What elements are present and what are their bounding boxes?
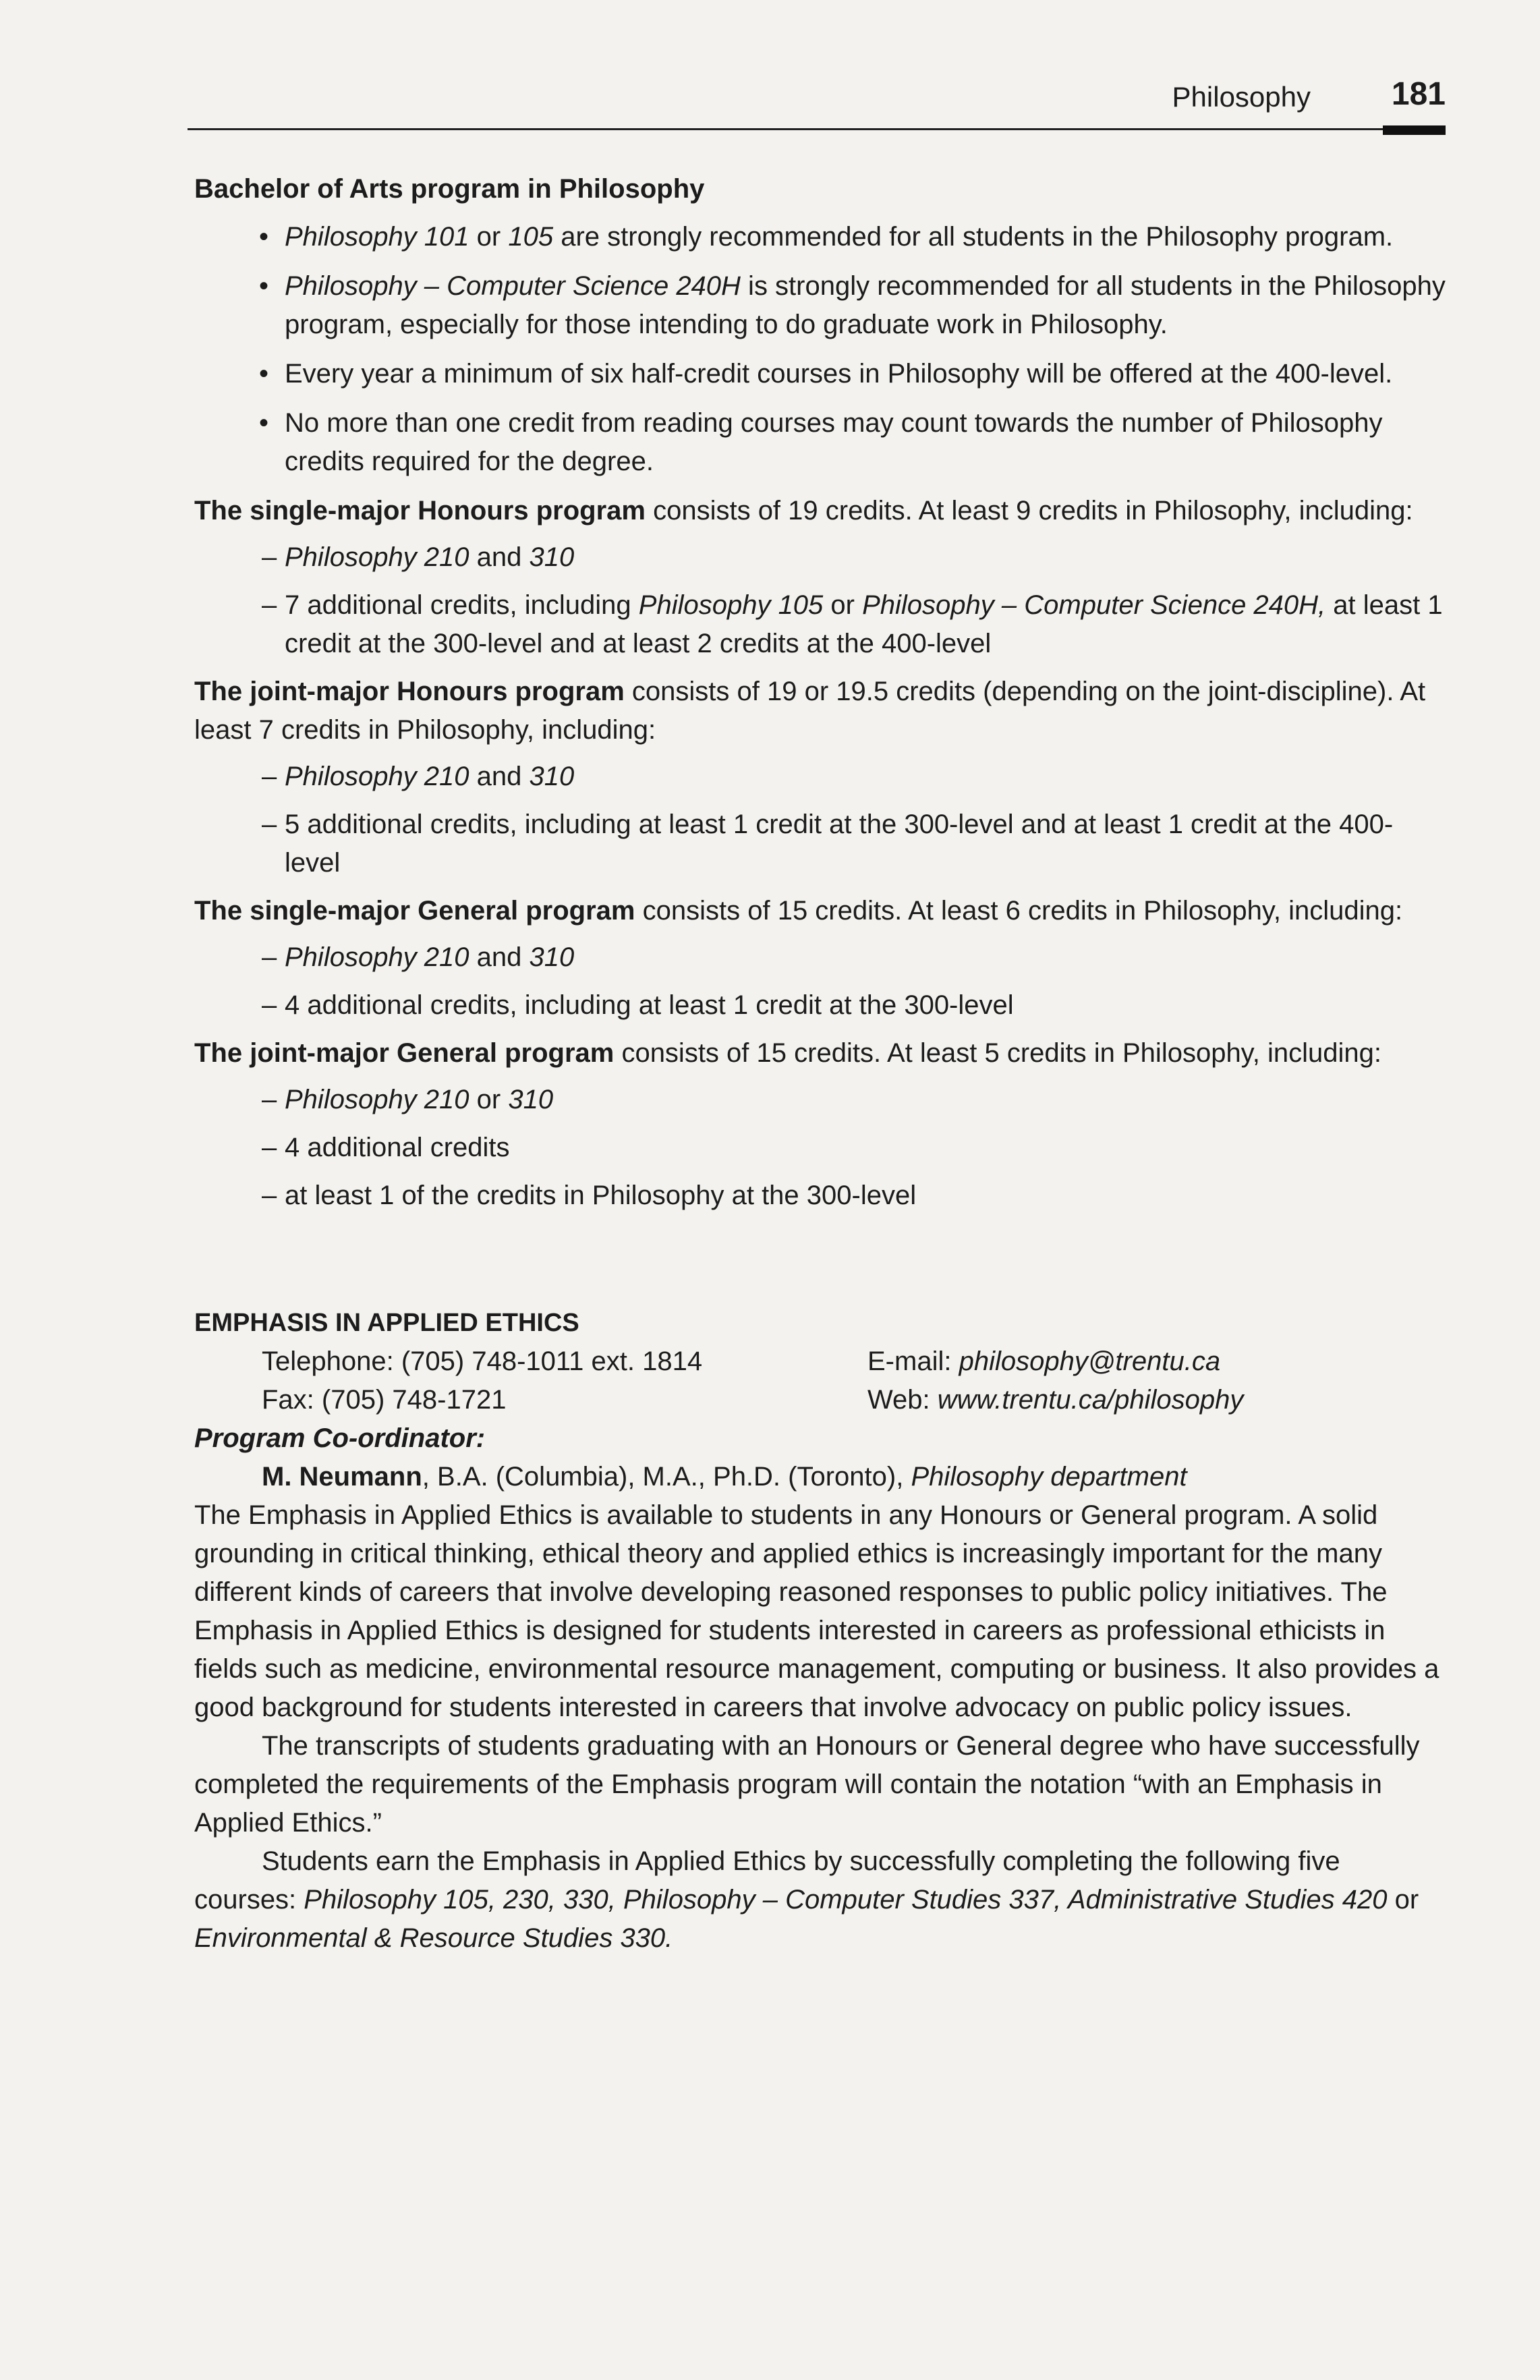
program-requirements <box>194 938 1446 1025</box>
program-requirements <box>194 538 1446 663</box>
requirement-item: – 5 additional credits, including at least 1 credit at the 300-level and at least 1 credit at the 400-level <box>262 810 1394 878</box>
ba-bullet-3: • Every year a minimum of six half-credit courses in Philosophy will be offered at the 400-level. <box>194 355 1446 393</box>
requirement-item: – Philosophy 210 and 310 <box>262 942 575 972</box>
bullet-marker: • <box>259 271 269 301</box>
requirement-item: – Philosophy 210 and 310 <box>262 542 575 572</box>
emphasis-paragraph-3: Students earn the Emphasis in Applied Ethics by successfully completing the following five courses: Philosophy 105, 230, 330, Philosophy – Computer Studies 337, Administrative Studies 420 or Environmental & Resource Studies 330. <box>194 1846 1419 1953</box>
telephone: Telephone: (705) 748-1011 ext. 1814 <box>262 1347 703 1376</box>
program-single-major-honours: The single-major Honours program consists of 19 credits. At least 9 credits in Philosophy, including: <box>194 496 1413 526</box>
page-content <box>194 170 1446 1958</box>
section-spacer <box>194 1224 1446 1304</box>
emphasis-paragraph-1: The Emphasis in Applied Ethics is available to students in any Honours or General program. A solid grounding in critical thinking, ethical theory and applied ethics is increasingly important for the many different kinds of careers that involve developing reasoned responses to public policy initiatives. The Emphasis in Applied Ethics is designed for students interested in careers as professional ethicists in fields such as medicine, environmental resource management, computing or business. It also provides a good background for students interested in careers that involve advocacy on public policy issues. <box>194 1500 1439 1722</box>
coordinator-line: M. Neumann, B.A. (Columbia), M.A., Ph.D. (Toronto), Philosophy department <box>262 1462 1187 1492</box>
coordinator-name: M. Neumann <box>262 1462 422 1492</box>
page-number: 181 <box>1391 76 1446 112</box>
web-line: Web: www.trentu.ca/philosophy <box>867 1385 1244 1415</box>
requirement-item: – Philosophy 210 and 310 <box>262 762 575 791</box>
program-name: The single-major Honours program <box>194 496 646 526</box>
ba-program-title: Bachelor of Arts program in Philosophy <box>194 174 705 204</box>
requirement-item: – at least 1 of the credits in Philosophy at the 300-level <box>262 1181 917 1210</box>
fax: Fax: (705) 748-1721 <box>262 1385 507 1415</box>
requirement-item: – 7 additional credits, including Philosophy 105 or Philosophy – Computer Science 240H, at least 1 credit at the 300-level and at least 2 credits at the 400-level <box>262 590 1443 658</box>
ba-bullet-1: • Philosophy 101 or 105 are strongly recommended for all students in the Philosophy program. <box>194 218 1446 256</box>
program-name: The single-major General program <box>194 896 635 926</box>
program-joint-major-general: The joint-major General program consists of 15 credits. At least 5 credits in Philosophy, including: <box>194 1038 1381 1068</box>
contact-block <box>194 1342 1446 1419</box>
program-requirements <box>194 758 1446 882</box>
emphasis-paragraph-2: The transcripts of students graduating with an Honours or General degree who have successfully completed the requirements of the Emphasis program will contain the notation “with an Emphasis in Applied Ethics.” <box>194 1731 1420 1838</box>
header-rule <box>188 128 1446 130</box>
requirement-item: – Philosophy 210 or 310 <box>262 1085 554 1114</box>
program-name: The joint-major Honours program <box>194 677 625 706</box>
ba-bullet-2: • Philosophy – Computer Science 240H is strongly recommended for all students in the Philosophy program, especially for those intending to do graduate work in Philosophy. <box>194 267 1446 344</box>
program-name: The joint-major General program <box>194 1038 615 1068</box>
running-head-section: Philosophy <box>1172 81 1311 113</box>
bullet-marker: • <box>259 359 269 389</box>
program-requirements <box>194 1081 1446 1215</box>
bullet-marker: • <box>259 222 269 252</box>
program-joint-major-honours: The joint-major Honours program consists of 19 or 19.5 credits (depending on the joint-discipline). At least 7 credits in Philosophy, including: <box>194 677 1426 745</box>
coordinator-label: Program Co-ordinator: <box>194 1423 486 1453</box>
bullet-marker: • <box>259 408 269 438</box>
web-link[interactable]: www.trentu.ca/philosophy <box>937 1385 1244 1415</box>
ba-bullet-4: • No more than one credit from reading courses may count towards the number of Philosophy credits required for the degree. <box>194 404 1446 481</box>
ba-requirements-list <box>194 218 1446 481</box>
running-head <box>0 76 1446 123</box>
email-line: E-mail: philosophy@trentu.ca <box>867 1347 1221 1376</box>
email-link[interactable]: philosophy@trentu.ca <box>959 1347 1221 1376</box>
requirement-item: – 4 additional credits <box>262 1133 510 1162</box>
requirement-item: – 4 additional credits, including at least 1 credit at the 300-level <box>262 990 1014 1020</box>
emphasis-heading: EMPHASIS IN APPLIED ETHICS <box>194 1309 579 1337</box>
header-bar <box>1383 125 1446 135</box>
program-single-major-general: The single-major General program consists of 15 credits. At least 6 credits in Philosophy, including: <box>194 896 1403 926</box>
